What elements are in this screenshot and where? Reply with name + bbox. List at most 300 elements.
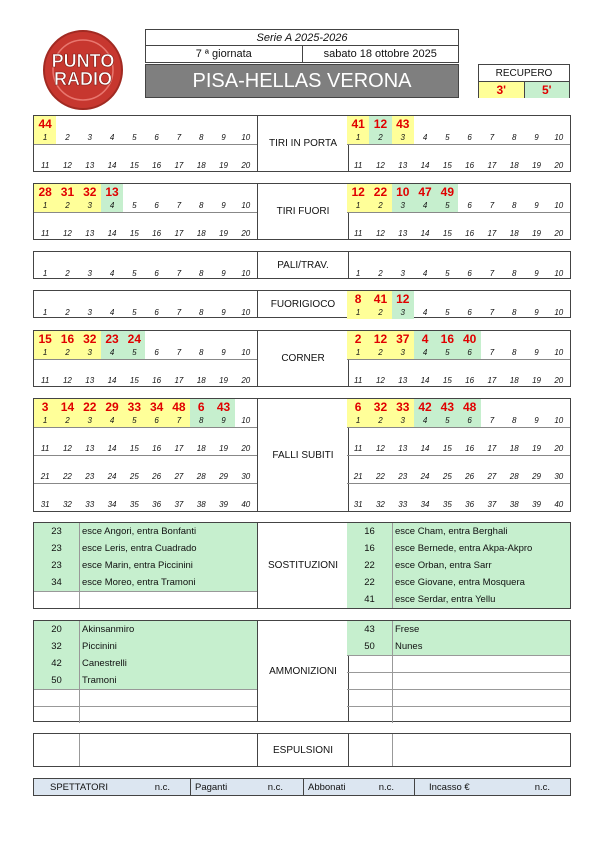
fuorigioco-right-team bbox=[347, 291, 570, 319]
index-cell: 37 bbox=[174, 500, 184, 509]
event-text: esce Leris, entra Cuadrado bbox=[79, 540, 257, 557]
section-fuorigioco bbox=[33, 290, 571, 318]
row-separator bbox=[34, 212, 257, 213]
event-text: esce Serdar, entra Yellu bbox=[392, 591, 570, 608]
index-cell: 2 bbox=[56, 347, 78, 359]
row-separator bbox=[347, 359, 570, 360]
index-cell: 18 bbox=[196, 376, 206, 385]
falli-right-team bbox=[347, 399, 570, 513]
row-divider bbox=[347, 706, 570, 707]
index-cell: 4 bbox=[109, 133, 115, 142]
minute-value bbox=[548, 252, 570, 268]
index-cell: 32 bbox=[62, 500, 72, 509]
index-cell: 30 bbox=[241, 472, 251, 481]
sostituzioni-left-row bbox=[34, 540, 257, 557]
minute-value bbox=[548, 184, 570, 200]
event-text bbox=[79, 706, 257, 723]
index-row bbox=[34, 307, 257, 319]
espulsioni-section bbox=[33, 733, 571, 767]
event-text: esce Giovane, entra Mosquera bbox=[392, 574, 570, 591]
minute-value bbox=[235, 331, 257, 347]
index-cell: 10 bbox=[554, 269, 564, 278]
incasso-cell bbox=[415, 779, 570, 795]
index-row bbox=[347, 499, 570, 511]
index-cell: 16 bbox=[152, 229, 162, 238]
section-pali bbox=[33, 251, 571, 279]
index-cell: 3 bbox=[87, 308, 92, 317]
minute bbox=[34, 689, 79, 706]
index-cell: 19 bbox=[219, 161, 228, 170]
index-cell: 15 bbox=[442, 444, 452, 453]
index-cell: 2 bbox=[369, 347, 391, 359]
index-cell: 13 bbox=[398, 161, 408, 170]
minute-value bbox=[235, 184, 257, 200]
minute-value bbox=[34, 291, 56, 307]
index-cell: 18 bbox=[196, 229, 206, 238]
index-cell: 10 bbox=[554, 416, 564, 425]
minute-value: 31 bbox=[56, 184, 78, 200]
minute-value: 48 bbox=[168, 399, 190, 415]
index-cell: 11 bbox=[353, 161, 363, 170]
row-separator bbox=[34, 427, 257, 428]
index-cell: 9 bbox=[221, 308, 226, 317]
index-row bbox=[347, 200, 570, 212]
index-cell: 10 bbox=[241, 416, 251, 425]
abbonati-value: n.c. bbox=[378, 781, 394, 793]
index-cell: 37 bbox=[487, 500, 497, 509]
minute-value: 16 bbox=[56, 331, 78, 347]
ammonizioni-left-row bbox=[34, 621, 257, 638]
index-row bbox=[34, 160, 257, 172]
ammonizioni-label: AMMONIZIONI bbox=[257, 621, 349, 721]
season-text: Serie A 2025-2026 bbox=[256, 31, 348, 44]
index-cell: 7 bbox=[489, 348, 495, 357]
ammonizioni-left-row bbox=[34, 672, 257, 689]
index-row bbox=[347, 347, 570, 359]
minute: 23 bbox=[51, 526, 62, 537]
index-cell: 27 bbox=[487, 472, 497, 481]
sostituzioni-right-row bbox=[347, 540, 570, 557]
punto-radio-logo bbox=[37, 29, 129, 111]
index-cell: 4 bbox=[414, 415, 436, 427]
index-cell: 8 bbox=[199, 348, 204, 357]
minute-value bbox=[145, 252, 167, 268]
minute-value: 42 bbox=[414, 399, 436, 415]
minute-value bbox=[145, 184, 167, 200]
minute-value bbox=[190, 184, 212, 200]
minute-value bbox=[414, 116, 436, 132]
value-row bbox=[347, 331, 570, 347]
minute-value bbox=[436, 116, 458, 132]
minute-value bbox=[481, 291, 503, 307]
index-cell: 4 bbox=[109, 269, 115, 278]
index-cell: 1 bbox=[347, 200, 369, 212]
value-row bbox=[34, 252, 257, 268]
minute-value bbox=[458, 184, 480, 200]
minute-value bbox=[414, 291, 436, 307]
minute-value bbox=[525, 291, 547, 307]
index-cell: 2 bbox=[369, 200, 391, 212]
index-cell: 2 bbox=[56, 200, 78, 212]
minute-value: 4 bbox=[414, 331, 436, 347]
index-row bbox=[347, 268, 570, 280]
round-text: 7 ª giornata bbox=[146, 46, 303, 62]
minute-value bbox=[414, 252, 436, 268]
index-cell: 34 bbox=[107, 500, 117, 509]
index-row bbox=[34, 132, 257, 144]
index-cell: 35 bbox=[442, 500, 452, 509]
index-cell: 7 bbox=[489, 269, 495, 278]
index-cell: 2 bbox=[369, 415, 391, 427]
index-cell: 6 bbox=[145, 415, 167, 427]
index-cell: 14 bbox=[420, 444, 430, 453]
index-cell: 9 bbox=[534, 308, 539, 317]
minute-value bbox=[190, 331, 212, 347]
minute-value bbox=[369, 252, 391, 268]
paganti-value: n.c. bbox=[267, 781, 283, 793]
index-row bbox=[347, 443, 570, 455]
index-cell: 3 bbox=[392, 200, 414, 212]
index-cell: 24 bbox=[107, 472, 117, 481]
index-cell: 28 bbox=[196, 472, 206, 481]
index-cell: 7 bbox=[489, 201, 495, 210]
index-cell: 9 bbox=[221, 133, 226, 142]
index-cell: 9 bbox=[221, 269, 226, 278]
minute-value: 49 bbox=[436, 184, 458, 200]
sostituzioni-left-row bbox=[34, 574, 257, 591]
minute-value bbox=[123, 252, 145, 268]
index-cell: 33 bbox=[398, 500, 408, 509]
minute-value bbox=[212, 331, 234, 347]
minute-value: 41 bbox=[369, 291, 391, 307]
index-cell: 36 bbox=[152, 500, 162, 509]
minute bbox=[34, 591, 79, 608]
event-text: Frese bbox=[392, 621, 570, 638]
minute: 34 bbox=[51, 577, 62, 588]
index-cell: 14 bbox=[107, 444, 117, 453]
index-cell: 15 bbox=[442, 161, 452, 170]
minute-value bbox=[525, 399, 547, 415]
row-separator bbox=[347, 483, 570, 484]
index-cell: 4 bbox=[414, 200, 436, 212]
index-cell: 4 bbox=[101, 415, 123, 427]
event-text bbox=[392, 689, 570, 706]
fuorigioco-left-team bbox=[34, 291, 257, 319]
minute-value bbox=[101, 252, 123, 268]
minute-value: 41 bbox=[347, 116, 369, 132]
index-cell: 19 bbox=[532, 444, 541, 453]
minute-value bbox=[503, 184, 525, 200]
logo-text-top: PUNTO bbox=[51, 51, 115, 71]
minute-value bbox=[458, 291, 480, 307]
index-cell: 11 bbox=[353, 444, 363, 453]
row-separator bbox=[34, 483, 257, 484]
index-cell: 30 bbox=[554, 472, 564, 481]
index-row bbox=[34, 268, 257, 280]
index-cell: 6 bbox=[154, 133, 159, 142]
minute-value bbox=[548, 331, 570, 347]
index-cell: 29 bbox=[219, 472, 228, 481]
index-cell: 23 bbox=[85, 472, 95, 481]
index-cell: 8 bbox=[199, 201, 204, 210]
index-cell: 20 bbox=[554, 161, 564, 170]
minute-value bbox=[525, 331, 547, 347]
index-cell: 18 bbox=[509, 161, 519, 170]
index-cell: 13 bbox=[85, 229, 95, 238]
event-text bbox=[79, 591, 257, 608]
index-cell: 21 bbox=[40, 472, 50, 481]
minute-value bbox=[190, 291, 212, 307]
index-cell: 19 bbox=[219, 444, 228, 453]
index-cell: 39 bbox=[219, 500, 228, 509]
ammonizioni-right-row bbox=[347, 621, 570, 638]
index-cell: 13 bbox=[85, 161, 95, 170]
minute-value: 22 bbox=[79, 399, 101, 415]
index-cell: 4 bbox=[422, 269, 428, 278]
minute: 22 bbox=[364, 577, 375, 588]
minute-value: 43 bbox=[436, 399, 458, 415]
index-row bbox=[34, 347, 257, 359]
minute-value bbox=[212, 184, 234, 200]
index-cell: 6 bbox=[154, 269, 159, 278]
spettatori-value: n.c. bbox=[154, 781, 170, 793]
minute-value: 15 bbox=[34, 331, 56, 347]
index-cell: 7 bbox=[176, 348, 182, 357]
index-cell: 6 bbox=[467, 308, 472, 317]
row-separator bbox=[347, 144, 570, 145]
index-cell: 21 bbox=[353, 472, 363, 481]
index-cell: 5 bbox=[445, 308, 450, 317]
minute-value: 33 bbox=[123, 399, 145, 415]
index-cell: 3 bbox=[392, 347, 414, 359]
index-cell: 5 bbox=[132, 201, 137, 210]
index-cell: 40 bbox=[554, 500, 564, 509]
recupero-first-half: 3' bbox=[479, 82, 525, 98]
index-cell: 20 bbox=[241, 444, 251, 453]
spettatori-label: SPETTATORI bbox=[50, 781, 109, 793]
minute: 23 bbox=[51, 543, 62, 554]
event-text bbox=[79, 689, 257, 706]
minute-value bbox=[481, 116, 503, 132]
index-row bbox=[34, 228, 257, 240]
minute-value bbox=[481, 399, 503, 415]
index-cell: 12 bbox=[62, 229, 72, 238]
index-cell: 1 bbox=[347, 307, 369, 319]
index-cell: 33 bbox=[85, 500, 95, 509]
minute-value: 3 bbox=[34, 399, 56, 415]
minute-value bbox=[79, 116, 101, 132]
minute-value bbox=[503, 252, 525, 268]
index-cell: 5 bbox=[132, 133, 137, 142]
index-cell: 16 bbox=[465, 161, 475, 170]
paganti-cell bbox=[191, 779, 304, 795]
minute-value: 12 bbox=[347, 184, 369, 200]
index-cell: 7 bbox=[176, 308, 182, 317]
index-cell: 31 bbox=[40, 500, 50, 509]
minute: 43 bbox=[364, 624, 375, 635]
value-row bbox=[347, 116, 570, 132]
index-cell: 4 bbox=[101, 200, 123, 212]
index-cell: 20 bbox=[241, 376, 251, 385]
date-text: sabato 18 ottobre 2025 bbox=[323, 48, 437, 60]
sostituzioni-left-row bbox=[34, 557, 257, 574]
tiri-fuori-left-team bbox=[34, 184, 257, 241]
index-cell: 22 bbox=[375, 472, 385, 481]
minute-value bbox=[123, 184, 145, 200]
index-cell: 13 bbox=[398, 444, 408, 453]
index-cell: 10 bbox=[241, 201, 251, 210]
minute-value bbox=[212, 116, 234, 132]
index-cell: 16 bbox=[465, 229, 475, 238]
index-row bbox=[347, 160, 570, 172]
index-cell: 3 bbox=[79, 200, 101, 212]
minute-value: 12 bbox=[392, 291, 414, 307]
section-falli bbox=[33, 398, 571, 512]
minute-value: 37 bbox=[392, 331, 414, 347]
index-cell: 9 bbox=[212, 415, 234, 427]
index-cell: 10 bbox=[554, 308, 564, 317]
value-row bbox=[347, 184, 570, 200]
index-cell: 2 bbox=[369, 307, 391, 319]
minute-value: 48 bbox=[458, 399, 480, 415]
index-cell: 15 bbox=[129, 161, 139, 170]
index-cell: 1 bbox=[42, 308, 48, 317]
corner-left-team bbox=[34, 331, 257, 388]
row-separator bbox=[34, 144, 257, 145]
pali-left-team bbox=[34, 252, 257, 280]
event-text: esce Angori, entra Bonfanti bbox=[79, 523, 257, 540]
minute-value bbox=[212, 291, 234, 307]
value-row bbox=[34, 399, 257, 415]
index-cell: 15 bbox=[442, 376, 452, 385]
index-cell: 7 bbox=[168, 415, 190, 427]
value-row bbox=[347, 399, 570, 415]
index-cell: 3 bbox=[392, 307, 414, 319]
index-cell: 15 bbox=[129, 376, 139, 385]
minute-value: 12 bbox=[369, 116, 391, 132]
minute-value: 44 bbox=[34, 116, 56, 132]
abbonati-label: Abbonati bbox=[308, 781, 346, 793]
index-cell: 10 bbox=[241, 269, 251, 278]
row-divider bbox=[34, 706, 257, 707]
minute: 50 bbox=[364, 641, 375, 652]
index-cell: 14 bbox=[420, 376, 430, 385]
minute-value: 33 bbox=[392, 399, 414, 415]
index-row bbox=[347, 471, 570, 483]
index-cell: 8 bbox=[199, 133, 204, 142]
event-text bbox=[392, 655, 570, 672]
index-cell: 11 bbox=[40, 229, 50, 238]
index-cell: 4 bbox=[414, 347, 436, 359]
minute-value bbox=[123, 116, 145, 132]
minute-value bbox=[168, 116, 190, 132]
minute-value: 8 bbox=[347, 291, 369, 307]
index-cell: 11 bbox=[353, 376, 363, 385]
index-cell: 3 bbox=[87, 269, 92, 278]
espulsioni-label: ESPULSIONI bbox=[257, 734, 349, 766]
ammonizioni-right-row bbox=[347, 672, 570, 689]
index-cell: 25 bbox=[129, 472, 139, 481]
minute: 16 bbox=[364, 526, 375, 537]
index-cell: 2 bbox=[65, 308, 70, 317]
index-cell: 19 bbox=[532, 376, 541, 385]
minute-value bbox=[79, 252, 101, 268]
minute-value: 29 bbox=[101, 399, 123, 415]
index-cell: 9 bbox=[534, 416, 539, 425]
index-cell: 6 bbox=[467, 201, 472, 210]
index-cell: 17 bbox=[174, 229, 184, 238]
corner-right-team bbox=[347, 331, 570, 388]
minute-value bbox=[548, 291, 570, 307]
sostituzioni-right-row bbox=[347, 591, 570, 608]
logo-text-bottom: RADIO bbox=[54, 69, 112, 89]
sostituzioni-left-row bbox=[34, 591, 257, 608]
value-row bbox=[34, 184, 257, 200]
index-cell: 5 bbox=[436, 347, 458, 359]
index-cell: 16 bbox=[465, 376, 475, 385]
ammonizioni-right-row bbox=[347, 689, 570, 706]
index-cell: 15 bbox=[442, 229, 452, 238]
minute-value bbox=[168, 291, 190, 307]
minute-value: 43 bbox=[212, 399, 234, 415]
falli-label: FALLI SUBITI bbox=[257, 399, 349, 511]
minute: 32 bbox=[51, 641, 62, 652]
row-divider bbox=[347, 689, 570, 690]
minute-value: 16 bbox=[436, 331, 458, 347]
recupero-label: RECUPERO bbox=[479, 65, 569, 82]
minute: 42 bbox=[51, 658, 62, 669]
minute: 22 bbox=[364, 560, 375, 571]
minute-value bbox=[503, 399, 525, 415]
index-cell: 1 bbox=[34, 132, 56, 144]
index-cell: 3 bbox=[79, 415, 101, 427]
minute-value: 14 bbox=[56, 399, 78, 415]
index-cell: 4 bbox=[422, 308, 428, 317]
row-separator bbox=[34, 359, 257, 360]
index-cell: 20 bbox=[554, 229, 564, 238]
index-cell: 5 bbox=[445, 133, 450, 142]
index-cell: 9 bbox=[534, 348, 539, 357]
minute-value bbox=[101, 116, 123, 132]
minute-value: 13 bbox=[101, 184, 123, 200]
value-row bbox=[34, 331, 257, 347]
index-cell: 18 bbox=[509, 229, 519, 238]
row-separator bbox=[34, 455, 257, 456]
index-cell: 7 bbox=[176, 133, 182, 142]
index-cell: 20 bbox=[241, 161, 251, 170]
index-cell: 26 bbox=[465, 472, 475, 481]
value-row bbox=[347, 252, 570, 268]
index-cell: 22 bbox=[62, 472, 72, 481]
index-cell: 13 bbox=[398, 376, 408, 385]
ammonizioni-section bbox=[33, 620, 571, 722]
index-cell: 4 bbox=[109, 308, 115, 317]
fuorigioco-label: FUORIGIOCO bbox=[257, 291, 349, 317]
tiri-in-porta-right-team bbox=[347, 116, 570, 173]
sostituzioni-section bbox=[33, 522, 571, 609]
tiri-in-porta-left-team bbox=[34, 116, 257, 173]
index-cell: 11 bbox=[40, 161, 50, 170]
index-cell: 28 bbox=[509, 472, 519, 481]
minute-value bbox=[235, 291, 257, 307]
ammonizioni-left-row bbox=[34, 706, 257, 723]
minute-value bbox=[190, 116, 212, 132]
minute-value bbox=[235, 116, 257, 132]
minute-value: 2 bbox=[347, 331, 369, 347]
minute-value bbox=[481, 252, 503, 268]
index-cell: 18 bbox=[196, 161, 206, 170]
event-text: Tramoni bbox=[79, 672, 257, 689]
